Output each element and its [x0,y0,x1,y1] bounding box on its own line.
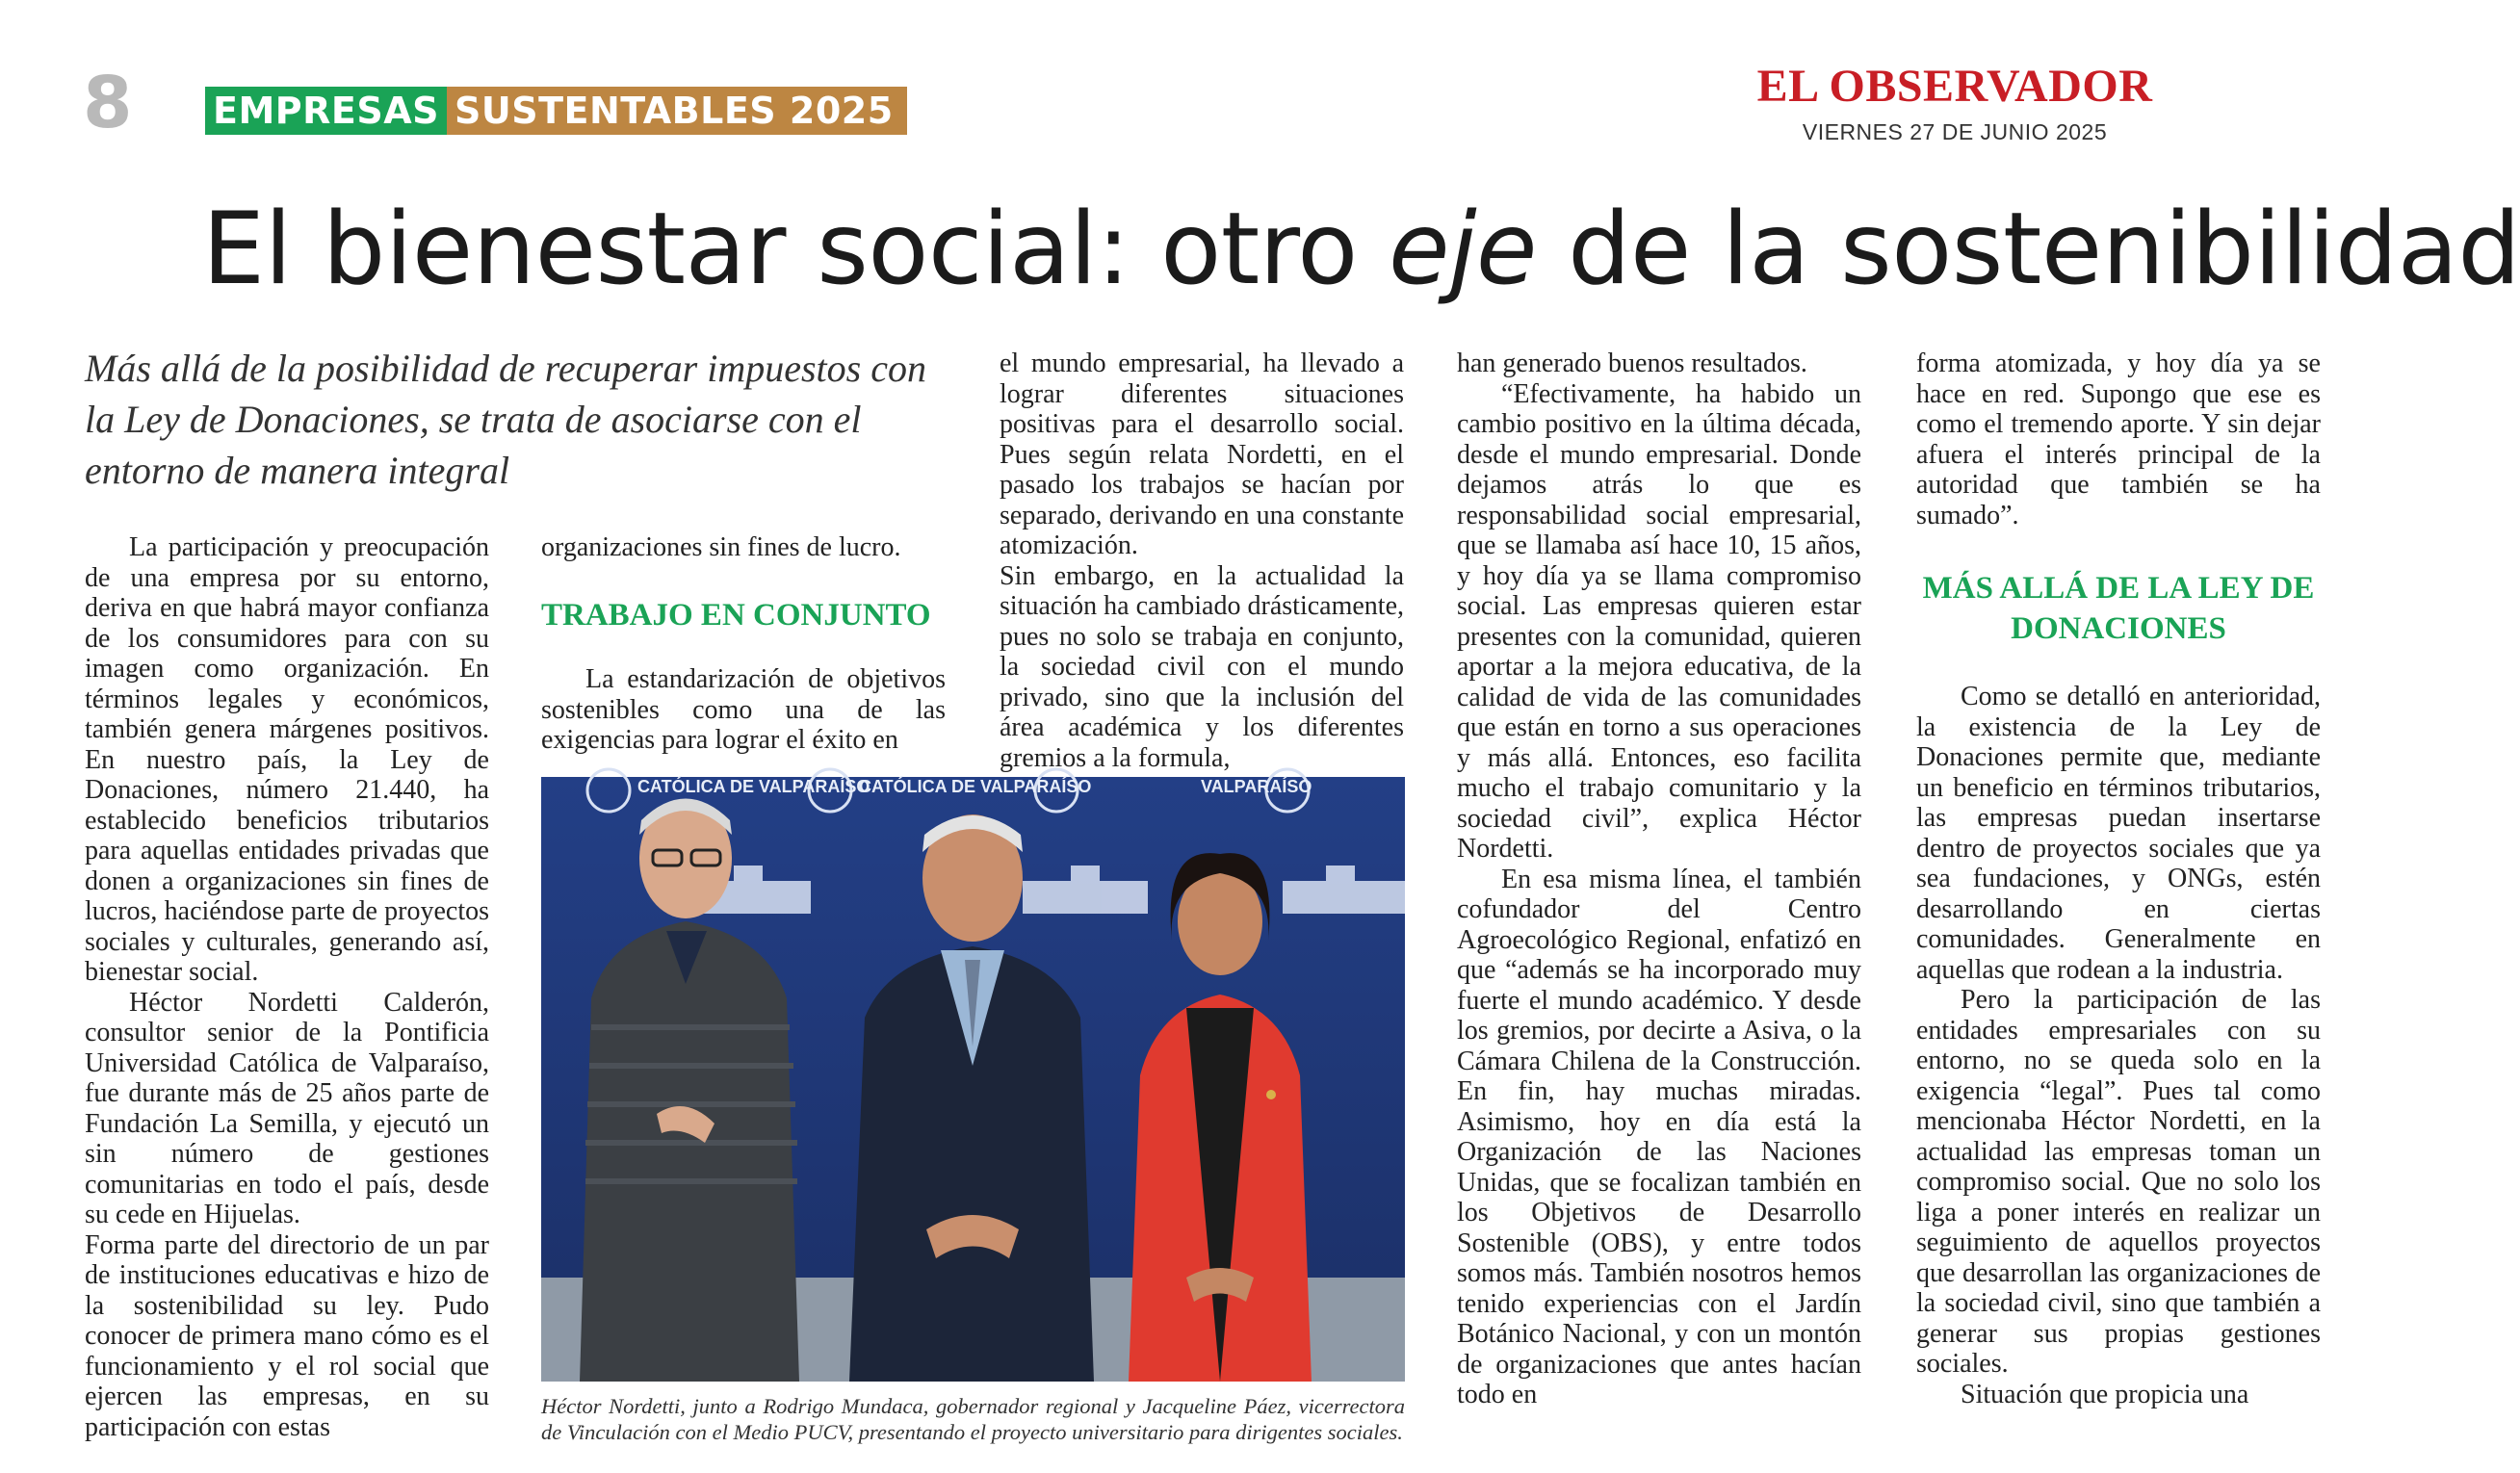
newspaper-masthead: EL OBSERVADOR [1756,61,2153,112]
photo-illustration [541,777,1405,1382]
headline-part-1: El bienestar social: otro [202,192,1390,307]
backdrop-text: CATÓLICA DE VALPARAÍSO [859,777,1092,796]
paragraph: forma atomizada, y hoy día ya se hace en red. Supongo que ese es como el tremendo aporte. Y sin dejar afuera el interés principal de la autoridad que también se ha sumado”. [1916,349,2321,530]
backdrop-text: CATÓLICA DE VALPARAÍSO [637,777,870,796]
article-deck: Más allá de la posibilidad de recuperar impuestos con la Ley de Donaciones, se trata de asociarse con el entorno de manera integral [85,347,926,492]
paragraph: Situación que propicia una [1961,1379,2249,1409]
paragraph: “Efectivamente, ha habido un cambio positivo en la última década, desde el mundo empresarial. Donde dejamos atrás lo que es responsabilidad social empresarial, que se llamaba así hace 10, 15 años, y hoy día ya se llama compromiso social. Las empresas quieren estar presentes con la comunidad, quieren aportar a la mejora educativa, de la calidad de vida de las comunidades que están en torno a sus operaciones y más allá. Entonces, eso facilita mucho el trabajo comunitario y la sociedad civil”, explica Héctor Nordetti. [1457,378,1861,864]
paragraph: organizaciones sin fines de lucro. [541,532,901,562]
article-headline [202,192,2520,307]
paragraph: La participación y preocupación de una empresa por su entorno, deriva en que habrá mayor confianza de los consumidores para con su imagen como organización. En términos legales y económicos, también genera márgenes positivos. En nuestro país, la Ley de Donaciones, número 21.440, ha establecido beneficios tributarios para aquellas entidades privadas que donen a organizaciones sin fines de lucros, haciéndose parte de proyectos sociales y culturales, generando así, bienestar social. [85,532,489,987]
photo-caption: Héctor Nordetti, junto a Rodrigo Mundaca, gobernador regional y Jacqueline Páez, vicerrectora de Vinculación con el Medio PUCV, presentando el proyecto universitario para dirigentes sociales. [541,1394,1405,1444]
article-column-5-body [1916,682,2321,1409]
paragraph: el mundo empresarial, ha llevado a lograr diferentes situaciones positivas para el desarrollo social. Pues según relata Nordetti, en el pasado los trabajos se hacían por separado, derivando en una constante atomización. [1000,349,1404,560]
article-column-3 [1000,349,1404,773]
paragraph: La estandarización de objetivos sostenibles como una de las exigencias para lograr el éxito en [541,664,946,755]
article-column-4 [1457,349,1861,1410]
section-label-empresas: EMPRESAS [205,87,447,135]
paragraph: Sin embargo, en la actualidad la situación ha cambiado drásticamente, pues no solo se trabaja en conjunto, la sociedad civil con el mundo privado, sino que la inclusión del área académica y los diferentes gremios a la formula, [1000,560,1404,773]
section-label-sustentables: SUSTENTABLES 2025 [447,87,907,135]
paragraph: Héctor Nordetti Calderón, consultor senior de la Pontificia Universidad Católica de Valparaíso, fue durante más de 25 años parte de Fundación La Semilla, y ejecutó un sin número de gestiones comunitarias en todo el país, desde su cede en Hijuelas. [85,987,489,1229]
paragraph: Como se detalló en anterioridad, la existencia de la Ley de Donaciones permite que, mediante un beneficio en términos tributarios, las empresas puedan insertarse dentro de proyectos sociales que ya sea fundaciones, y ONGs, estén desarrollando en ciertas comunidades. Generalmente en aquellas que rodean a la industria. [1916,682,2321,985]
article-column-1 [85,532,489,1442]
paragraph: han generado buenos resultados. [1457,349,1807,378]
headline-part-2: eje [1389,192,1537,307]
paragraph: Pero la participación de las entidades empresariales con su entorno, no se queda solo en la exigencia “legal”. Pues tal como mencionaba Héctor Nordetti, en la actualidad las empresas toman un compromiso social. Que no solo los liga a poner interés en realizar un seguimiento de aquellos proyectos que desarrollan las organizaciones de la sociedad civil, sino que también a generar sus propias gestiones sociales. [1916,985,2321,1379]
paragraph: En esa misma línea, el también cofundador del Centro Agroecológico Regional, enfatizó en que “además se ha incorporado muy fuerte el mundo académico. Y desde los gremios, por decirte a Asiva, o la Cámara Chilena de la Construcción. En fin, hay muchas miradas. Asimismo, hoy en día está la Organización de las Naciones Unidas, que se focalizan también en los Objetivos de Desarrollo Sostenible (OBS), y entre todos somos más. También nosotros hemos tenido experiencias con el Jardín Botánico Nacional, y con un montón de organizaciones que antes hacían todo en [1457,864,1861,1409]
article-column-2-body [541,664,946,756]
backdrop-text: VALPARAÍSO [1201,777,1312,796]
paragraph: Forma parte del directorio de un par de instituciones educativas e hizo de la sostenibilidad su ley. Pudo conocer de primera mano cómo es el funcionamiento y el rol social que ejercen las empresas, en su participación con estas [85,1229,489,1442]
subheading-trabajo-en-conjunto: TRABAJO EN CONJUNTO [541,598,931,633]
article-photo [541,777,1405,1382]
section-band [205,87,907,135]
article-column-5 [1916,349,2321,530]
headline-part-3: de la sostenibilidad [1536,192,2520,307]
article-column-2 [541,532,946,563]
subheading-mas-alla-de-la-ley: MÁS ALLÁ DE LA LEY DE DONACIONES [1922,571,2315,646]
page-number: 8 [83,62,133,144]
issue-date: VIERNES 27 DE JUNIO 2025 [1802,119,2108,144]
